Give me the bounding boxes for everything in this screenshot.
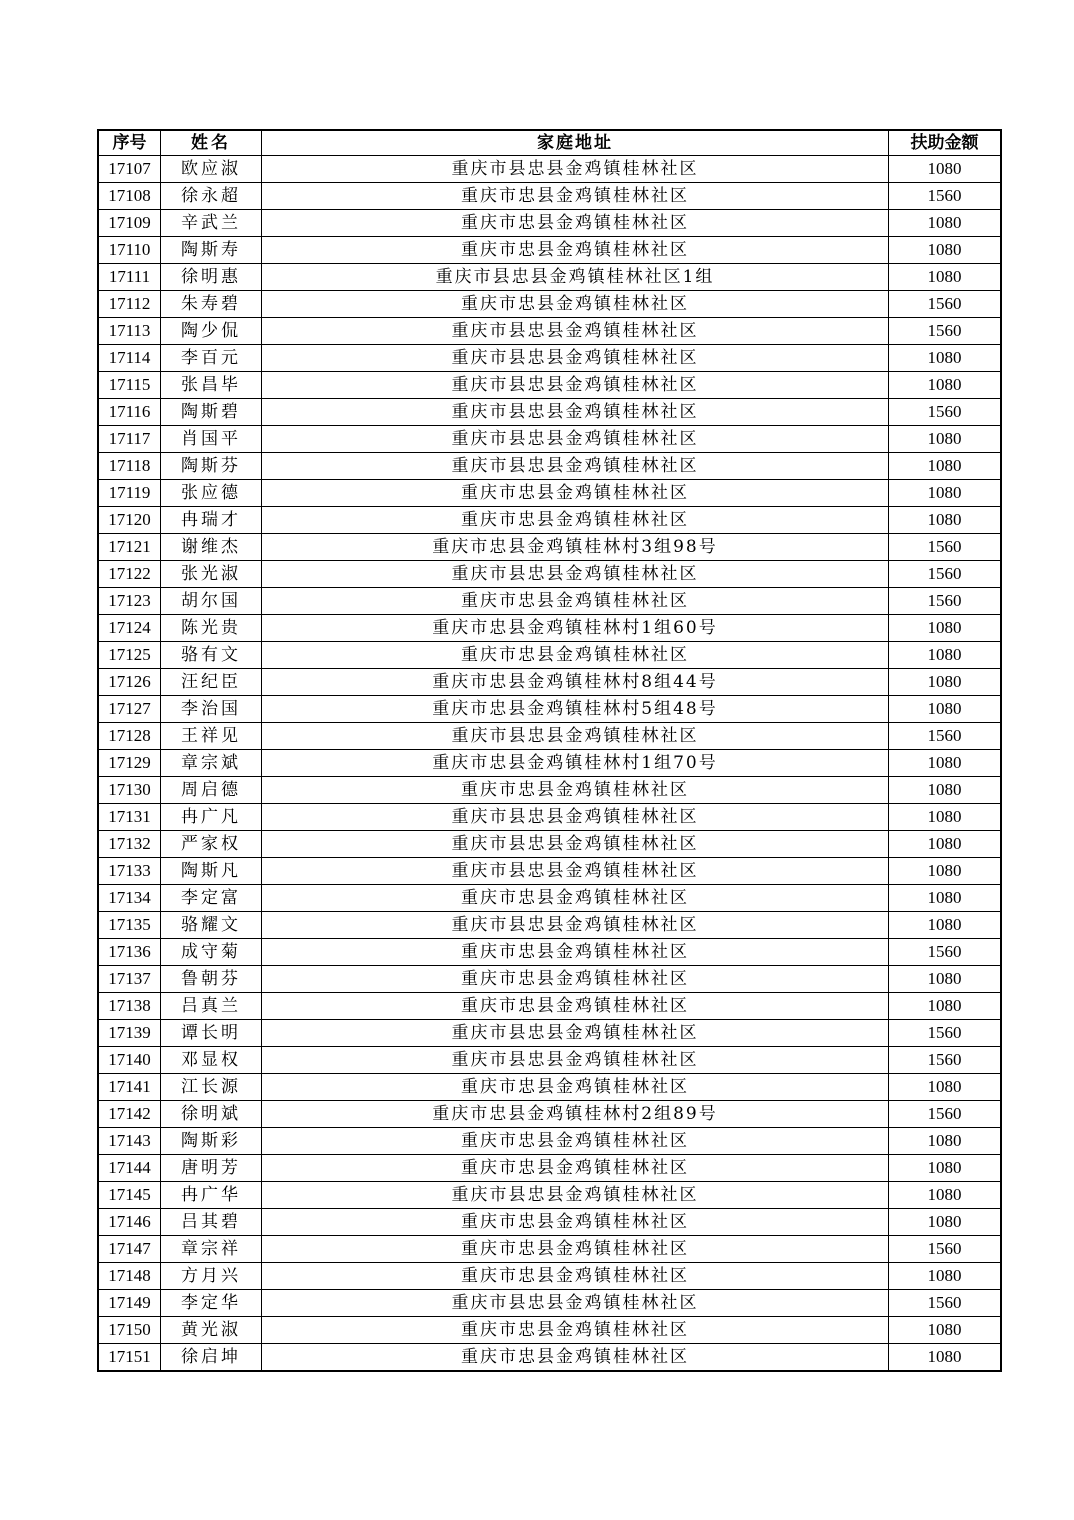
table-row xyxy=(98,966,1001,993)
cell-serial-number: 17143 xyxy=(98,1128,161,1155)
cell-assistance-amount: 1080 xyxy=(889,1155,1002,1182)
cell-name: 鲁朝芬 xyxy=(161,966,262,993)
cell-assistance-amount: 1080 xyxy=(889,237,1002,264)
cell-home-address: 重庆市县忠县金鸡镇桂林社区 xyxy=(262,426,889,453)
cell-serial-number: 17149 xyxy=(98,1290,161,1317)
cell-serial-number: 17147 xyxy=(98,1236,161,1263)
cell-serial-number: 17131 xyxy=(98,804,161,831)
cell-serial-number: 17139 xyxy=(98,1020,161,1047)
table-row xyxy=(98,264,1001,291)
cell-home-address: 重庆市忠县金鸡镇桂林社区 xyxy=(262,885,889,912)
cell-home-address: 重庆市忠县金鸡镇桂林社区 xyxy=(262,507,889,534)
cell-assistance-amount: 1080 xyxy=(889,885,1002,912)
table-row xyxy=(98,1344,1001,1372)
cell-home-address: 重庆市县忠县金鸡镇桂林社区 xyxy=(262,345,889,372)
cell-name: 胡尔国 xyxy=(161,588,262,615)
cell-name: 谭长明 xyxy=(161,1020,262,1047)
cell-home-address: 重庆市县忠县金鸡镇桂林社区 xyxy=(262,804,889,831)
cell-name: 朱寿碧 xyxy=(161,291,262,318)
cell-serial-number: 17116 xyxy=(98,399,161,426)
cell-home-address: 重庆市忠县金鸡镇桂林村2组89号 xyxy=(262,1101,889,1128)
cell-serial-number: 17148 xyxy=(98,1263,161,1290)
assistance-table xyxy=(97,129,1002,1372)
cell-assistance-amount: 1560 xyxy=(889,183,1002,210)
cell-home-address: 重庆市忠县金鸡镇桂林社区 xyxy=(262,939,889,966)
table-row xyxy=(98,912,1001,939)
cell-serial-number: 17118 xyxy=(98,453,161,480)
cell-name: 黄光淑 xyxy=(161,1317,262,1344)
table-row xyxy=(98,669,1001,696)
cell-serial-number: 17125 xyxy=(98,642,161,669)
cell-home-address: 重庆市县忠县金鸡镇桂林社区1组 xyxy=(262,264,889,291)
cell-home-address: 重庆市县忠县金鸡镇桂林社区 xyxy=(262,1290,889,1317)
cell-assistance-amount: 1560 xyxy=(889,1101,1002,1128)
cell-serial-number: 17145 xyxy=(98,1182,161,1209)
cell-name: 周启德 xyxy=(161,777,262,804)
cell-serial-number: 17141 xyxy=(98,1074,161,1101)
cell-home-address: 重庆市忠县金鸡镇桂林社区 xyxy=(262,642,889,669)
table-header-row xyxy=(98,130,1001,156)
table-row xyxy=(98,156,1001,183)
table-row xyxy=(98,1182,1001,1209)
table-row xyxy=(98,480,1001,507)
cell-serial-number: 17110 xyxy=(98,237,161,264)
table-row xyxy=(98,1101,1001,1128)
cell-serial-number: 17146 xyxy=(98,1209,161,1236)
table-row xyxy=(98,507,1001,534)
table-row xyxy=(98,291,1001,318)
cell-home-address: 重庆市忠县金鸡镇桂林村3组98号 xyxy=(262,534,889,561)
cell-assistance-amount: 1080 xyxy=(889,210,1002,237)
header-assistance-amount: 扶助金额 xyxy=(889,130,1002,156)
cell-assistance-amount: 1560 xyxy=(889,1047,1002,1074)
table-body xyxy=(98,156,1001,1372)
cell-home-address: 重庆市县忠县金鸡镇桂林社区 xyxy=(262,561,889,588)
table-row xyxy=(98,615,1001,642)
cell-name: 肖国平 xyxy=(161,426,262,453)
cell-home-address: 重庆市忠县金鸡镇桂林社区 xyxy=(262,1155,889,1182)
cell-name: 徐启坤 xyxy=(161,1344,262,1372)
cell-assistance-amount: 1080 xyxy=(889,993,1002,1020)
table-row xyxy=(98,642,1001,669)
cell-assistance-amount: 1080 xyxy=(889,372,1002,399)
cell-name: 李百元 xyxy=(161,345,262,372)
cell-name: 唐明芳 xyxy=(161,1155,262,1182)
cell-assistance-amount: 1560 xyxy=(889,534,1002,561)
cell-serial-number: 17132 xyxy=(98,831,161,858)
cell-assistance-amount: 1080 xyxy=(889,669,1002,696)
cell-name: 方月兴 xyxy=(161,1263,262,1290)
table-row xyxy=(98,993,1001,1020)
cell-serial-number: 17150 xyxy=(98,1317,161,1344)
cell-serial-number: 17126 xyxy=(98,669,161,696)
cell-home-address: 重庆市忠县金鸡镇桂林社区 xyxy=(262,1263,889,1290)
table-row xyxy=(98,1128,1001,1155)
cell-name: 李治国 xyxy=(161,696,262,723)
cell-name: 吕真兰 xyxy=(161,993,262,1020)
cell-home-address: 重庆市忠县金鸡镇桂林社区 xyxy=(262,291,889,318)
cell-home-address: 重庆市县忠县金鸡镇桂林社区 xyxy=(262,372,889,399)
cell-assistance-amount: 1080 xyxy=(889,1074,1002,1101)
cell-home-address: 重庆市忠县金鸡镇桂林社区 xyxy=(262,1344,889,1372)
table-row xyxy=(98,1155,1001,1182)
cell-home-address: 重庆市忠县金鸡镇桂林社区 xyxy=(262,183,889,210)
header-serial-number: 序号 xyxy=(98,130,161,156)
cell-serial-number: 17123 xyxy=(98,588,161,615)
cell-assistance-amount: 1080 xyxy=(889,696,1002,723)
cell-serial-number: 17117 xyxy=(98,426,161,453)
table-row xyxy=(98,750,1001,777)
cell-home-address: 重庆市忠县金鸡镇桂林社区 xyxy=(262,1236,889,1263)
cell-assistance-amount: 1560 xyxy=(889,1236,1002,1263)
cell-name: 江长源 xyxy=(161,1074,262,1101)
cell-serial-number: 17127 xyxy=(98,696,161,723)
cell-name: 徐永超 xyxy=(161,183,262,210)
cell-home-address: 重庆市忠县金鸡镇桂林社区 xyxy=(262,777,889,804)
cell-assistance-amount: 1080 xyxy=(889,750,1002,777)
cell-home-address: 重庆市县忠县金鸡镇桂林社区 xyxy=(262,318,889,345)
table-row xyxy=(98,426,1001,453)
cell-name: 邓显权 xyxy=(161,1047,262,1074)
cell-assistance-amount: 1080 xyxy=(889,831,1002,858)
table-row xyxy=(98,561,1001,588)
table-row xyxy=(98,1236,1001,1263)
cell-assistance-amount: 1080 xyxy=(889,480,1002,507)
cell-assistance-amount: 1080 xyxy=(889,345,1002,372)
cell-assistance-amount: 1080 xyxy=(889,858,1002,885)
cell-name: 陶斯凡 xyxy=(161,858,262,885)
cell-name: 成守菊 xyxy=(161,939,262,966)
header-name: 姓名 xyxy=(161,130,262,156)
cell-name: 王祥见 xyxy=(161,723,262,750)
cell-home-address: 重庆市县忠县金鸡镇桂林社区 xyxy=(262,156,889,183)
cell-home-address: 重庆市忠县金鸡镇桂林村1组60号 xyxy=(262,615,889,642)
cell-name: 吕其碧 xyxy=(161,1209,262,1236)
cell-assistance-amount: 1560 xyxy=(889,399,1002,426)
cell-serial-number: 17135 xyxy=(98,912,161,939)
table-row xyxy=(98,777,1001,804)
cell-serial-number: 17111 xyxy=(98,264,161,291)
table-row xyxy=(98,453,1001,480)
cell-name: 冉广凡 xyxy=(161,804,262,831)
cell-home-address: 重庆市县忠县金鸡镇桂林社区 xyxy=(262,1047,889,1074)
cell-assistance-amount: 1080 xyxy=(889,777,1002,804)
table-row xyxy=(98,858,1001,885)
cell-serial-number: 17122 xyxy=(98,561,161,588)
cell-home-address: 重庆市县忠县金鸡镇桂林社区 xyxy=(262,858,889,885)
cell-assistance-amount: 1080 xyxy=(889,1263,1002,1290)
cell-name: 严家权 xyxy=(161,831,262,858)
cell-serial-number: 17136 xyxy=(98,939,161,966)
cell-home-address: 重庆市县忠县金鸡镇桂林社区 xyxy=(262,1182,889,1209)
cell-name: 陶斯彩 xyxy=(161,1128,262,1155)
cell-home-address: 重庆市忠县金鸡镇桂林社区 xyxy=(262,588,889,615)
table-row xyxy=(98,831,1001,858)
cell-name: 李定华 xyxy=(161,1290,262,1317)
table-row xyxy=(98,1317,1001,1344)
cell-serial-number: 17112 xyxy=(98,291,161,318)
cell-serial-number: 17113 xyxy=(98,318,161,345)
cell-name: 陶斯寿 xyxy=(161,237,262,264)
cell-assistance-amount: 1560 xyxy=(889,588,1002,615)
table-row xyxy=(98,1047,1001,1074)
cell-name: 冉瑞才 xyxy=(161,507,262,534)
cell-assistance-amount: 1560 xyxy=(889,723,1002,750)
cell-serial-number: 17151 xyxy=(98,1344,161,1372)
cell-name: 陶斯芬 xyxy=(161,453,262,480)
cell-home-address: 重庆市忠县金鸡镇桂林社区 xyxy=(262,966,889,993)
cell-home-address: 重庆市县忠县金鸡镇桂林社区 xyxy=(262,912,889,939)
cell-assistance-amount: 1080 xyxy=(889,1209,1002,1236)
cell-home-address: 重庆市忠县金鸡镇桂林村1组70号 xyxy=(262,750,889,777)
cell-home-address: 重庆市忠县金鸡镇桂林村8组44号 xyxy=(262,669,889,696)
cell-name: 欧应淑 xyxy=(161,156,262,183)
table-row xyxy=(98,534,1001,561)
cell-home-address: 重庆市忠县金鸡镇桂林社区 xyxy=(262,237,889,264)
cell-serial-number: 17115 xyxy=(98,372,161,399)
table-row xyxy=(98,1290,1001,1317)
cell-serial-number: 17138 xyxy=(98,993,161,1020)
cell-home-address: 重庆市县忠县金鸡镇桂林社区 xyxy=(262,453,889,480)
table-row xyxy=(98,345,1001,372)
cell-name: 章宗斌 xyxy=(161,750,262,777)
cell-name: 张应德 xyxy=(161,480,262,507)
cell-name: 陶少侃 xyxy=(161,318,262,345)
cell-assistance-amount: 1080 xyxy=(889,1128,1002,1155)
cell-assistance-amount: 1080 xyxy=(889,264,1002,291)
cell-serial-number: 17130 xyxy=(98,777,161,804)
cell-name: 章宗祥 xyxy=(161,1236,262,1263)
cell-name: 张光淑 xyxy=(161,561,262,588)
cell-name: 谢维杰 xyxy=(161,534,262,561)
cell-home-address: 重庆市县忠县金鸡镇桂林社区 xyxy=(262,399,889,426)
cell-serial-number: 17119 xyxy=(98,480,161,507)
cell-assistance-amount: 1560 xyxy=(889,939,1002,966)
table-row xyxy=(98,183,1001,210)
cell-assistance-amount: 1080 xyxy=(889,426,1002,453)
cell-serial-number: 17133 xyxy=(98,858,161,885)
cell-assistance-amount: 1080 xyxy=(889,156,1002,183)
cell-home-address: 重庆市忠县金鸡镇桂林社区 xyxy=(262,210,889,237)
cell-assistance-amount: 1080 xyxy=(889,615,1002,642)
cell-serial-number: 17109 xyxy=(98,210,161,237)
table-row xyxy=(98,939,1001,966)
cell-name: 陶斯碧 xyxy=(161,399,262,426)
cell-assistance-amount: 1080 xyxy=(889,507,1002,534)
table-row xyxy=(98,210,1001,237)
cell-home-address: 重庆市忠县金鸡镇桂林社区 xyxy=(262,993,889,1020)
cell-home-address: 重庆市忠县金鸡镇桂林社区 xyxy=(262,1074,889,1101)
cell-serial-number: 17134 xyxy=(98,885,161,912)
cell-serial-number: 17142 xyxy=(98,1101,161,1128)
cell-home-address: 重庆市忠县金鸡镇桂林社区 xyxy=(262,1317,889,1344)
header-home-address: 家庭地址 xyxy=(262,130,889,156)
cell-assistance-amount: 1560 xyxy=(889,1020,1002,1047)
cell-serial-number: 17124 xyxy=(98,615,161,642)
cell-home-address: 重庆市忠县金鸡镇桂林社区 xyxy=(262,480,889,507)
cell-serial-number: 17120 xyxy=(98,507,161,534)
cell-name: 汪纪臣 xyxy=(161,669,262,696)
cell-assistance-amount: 1560 xyxy=(889,561,1002,588)
cell-name: 辛武兰 xyxy=(161,210,262,237)
cell-serial-number: 17128 xyxy=(98,723,161,750)
cell-assistance-amount: 1080 xyxy=(889,453,1002,480)
cell-assistance-amount: 1080 xyxy=(889,804,1002,831)
table-row xyxy=(98,1263,1001,1290)
cell-serial-number: 17108 xyxy=(98,183,161,210)
cell-home-address: 重庆市忠县金鸡镇桂林社区 xyxy=(262,1128,889,1155)
cell-name: 冉广华 xyxy=(161,1182,262,1209)
cell-serial-number: 17137 xyxy=(98,966,161,993)
table-row xyxy=(98,399,1001,426)
cell-assistance-amount: 1560 xyxy=(889,1290,1002,1317)
cell-home-address: 重庆市县忠县金鸡镇桂林社区 xyxy=(262,831,889,858)
cell-name: 陈光贵 xyxy=(161,615,262,642)
table-row xyxy=(98,318,1001,345)
table-row xyxy=(98,588,1001,615)
cell-serial-number: 17129 xyxy=(98,750,161,777)
cell-assistance-amount: 1560 xyxy=(889,291,1002,318)
cell-assistance-amount: 1080 xyxy=(889,1344,1002,1372)
cell-serial-number: 17121 xyxy=(98,534,161,561)
cell-name: 骆有文 xyxy=(161,642,262,669)
cell-serial-number: 17140 xyxy=(98,1047,161,1074)
table-row xyxy=(98,1209,1001,1236)
cell-assistance-amount: 1080 xyxy=(889,1182,1002,1209)
cell-serial-number: 17144 xyxy=(98,1155,161,1182)
table-row xyxy=(98,237,1001,264)
cell-serial-number: 17107 xyxy=(98,156,161,183)
cell-home-address: 重庆市忠县金鸡镇桂林村5组48号 xyxy=(262,696,889,723)
cell-name: 骆耀文 xyxy=(161,912,262,939)
table-row xyxy=(98,1020,1001,1047)
cell-assistance-amount: 1560 xyxy=(889,318,1002,345)
cell-serial-number: 17114 xyxy=(98,345,161,372)
cell-assistance-amount: 1080 xyxy=(889,966,1002,993)
table-row xyxy=(98,1074,1001,1101)
table-row xyxy=(98,723,1001,750)
cell-name: 徐明惠 xyxy=(161,264,262,291)
cell-home-address: 重庆市县忠县金鸡镇桂林社区 xyxy=(262,723,889,750)
cell-assistance-amount: 1080 xyxy=(889,642,1002,669)
table-row xyxy=(98,804,1001,831)
cell-home-address: 重庆市县忠县金鸡镇桂林社区 xyxy=(262,1020,889,1047)
cell-assistance-amount: 1080 xyxy=(889,1317,1002,1344)
cell-name: 张昌毕 xyxy=(161,372,262,399)
cell-name: 李定富 xyxy=(161,885,262,912)
table-row xyxy=(98,696,1001,723)
cell-assistance-amount: 1080 xyxy=(889,912,1002,939)
table-row xyxy=(98,885,1001,912)
table-row xyxy=(98,372,1001,399)
cell-home-address: 重庆市忠县金鸡镇桂林社区 xyxy=(262,1209,889,1236)
cell-name: 徐明斌 xyxy=(161,1101,262,1128)
